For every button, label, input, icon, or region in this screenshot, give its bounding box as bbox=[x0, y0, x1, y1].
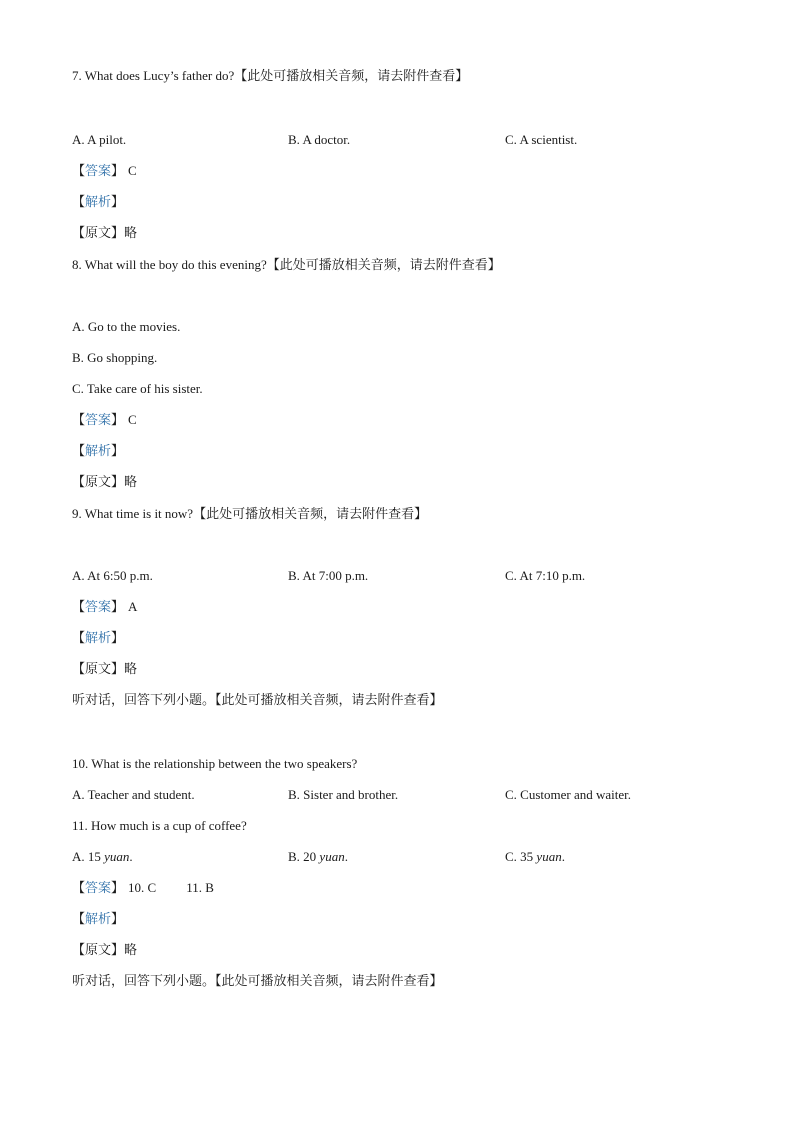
q8-question-text: 8. What will the boy do this evening? bbox=[72, 257, 267, 272]
analysis-tag: 【解析】 bbox=[72, 444, 125, 459]
q11-answer-value: 11. B bbox=[186, 880, 214, 895]
q8-option-b: B. Go shopping. bbox=[72, 350, 158, 365]
original-tag: 【原文】 bbox=[72, 226, 125, 241]
q8-question bbox=[72, 257, 501, 274]
group-10-11-original-value: 略 bbox=[124, 943, 138, 958]
q7-audio-note[interactable]: 【此处可播放相关音频，请去附件查看】 bbox=[234, 69, 469, 84]
q11-options bbox=[72, 849, 732, 865]
q7-original-value: 略 bbox=[124, 226, 138, 241]
q8-audio-note[interactable]: 【此处可播放相关音频，请去附件查看】 bbox=[266, 258, 501, 273]
q7-option-b: B. A doctor. bbox=[288, 132, 351, 147]
q9-option-b: B. At 7:00 p.m. bbox=[288, 568, 369, 583]
answer-tag: 【答案】 bbox=[72, 600, 125, 615]
q11-option-b: B. 20 yuan. bbox=[288, 849, 348, 864]
q9-question-text: 9. What time is it now? bbox=[72, 506, 194, 521]
q11-option-c: C. 35 yuan. bbox=[505, 849, 565, 864]
q7-original bbox=[72, 225, 137, 242]
q8-option-c: C. Take care of his sister. bbox=[72, 381, 203, 396]
q7-answer bbox=[72, 163, 137, 180]
q9-option-a: A. At 6:50 p.m. bbox=[72, 568, 153, 583]
q8-answer bbox=[72, 412, 137, 429]
q9-original bbox=[72, 661, 137, 678]
group-10-11-original bbox=[72, 942, 137, 959]
q7-question bbox=[72, 68, 468, 85]
q10-option-c: C. Customer and waiter. bbox=[505, 787, 632, 802]
q8-answer-value: C bbox=[128, 412, 137, 427]
q7-question-text: 7. What does Lucy’s father do? bbox=[72, 68, 235, 83]
q8-original bbox=[72, 474, 137, 491]
q11-option-a: A. 15 yuan. bbox=[72, 849, 133, 864]
group-10-11-answer bbox=[72, 880, 214, 897]
original-tag: 【原文】 bbox=[72, 943, 125, 958]
q7-options bbox=[72, 132, 732, 148]
q9-question bbox=[72, 506, 427, 523]
q8-original-value: 略 bbox=[124, 475, 138, 490]
q9-original-value: 略 bbox=[124, 662, 138, 677]
q9-option-c: C. At 7:10 p.m. bbox=[505, 568, 586, 583]
q11-question: 11. How much is a cup of coffee? bbox=[72, 818, 247, 833]
q9-answer-value: A bbox=[128, 599, 138, 614]
q9-answer bbox=[72, 599, 137, 616]
q10-option-b: B. Sister and brother. bbox=[288, 787, 399, 802]
q8-analysis bbox=[72, 443, 124, 460]
original-tag: 【原文】 bbox=[72, 662, 125, 677]
group-10-11-instruction[interactable]: 听对话，回答下列小题。【此处可播放相关音频，请去附件查看】 bbox=[72, 693, 443, 708]
q10-answer-value: 10. C bbox=[128, 880, 157, 895]
analysis-tag: 【解析】 bbox=[72, 912, 125, 927]
next-group-instruction[interactable]: 听对话，回答下列小题。【此处可播放相关音频，请去附件查看】 bbox=[72, 974, 443, 989]
q10-options bbox=[72, 787, 732, 803]
q7-option-c: C. A scientist. bbox=[505, 132, 578, 147]
q10-question: 10. What is the relationship between the two speakers? bbox=[72, 756, 358, 771]
q9-audio-note[interactable]: 【此处可播放相关音频，请去附件查看】 bbox=[193, 507, 428, 522]
answer-tag: 【答案】 bbox=[72, 164, 125, 179]
q10-option-a: A. Teacher and student. bbox=[72, 787, 195, 802]
q7-analysis bbox=[72, 194, 124, 211]
analysis-tag: 【解析】 bbox=[72, 631, 125, 646]
q7-answer-value: C bbox=[128, 163, 137, 178]
answer-tag: 【答案】 bbox=[72, 413, 125, 428]
q9-analysis bbox=[72, 630, 124, 647]
group-10-11-analysis bbox=[72, 911, 124, 928]
q8-option-a: A. Go to the movies. bbox=[72, 319, 181, 334]
original-tag: 【原文】 bbox=[72, 475, 125, 490]
answer-tag: 【答案】 bbox=[72, 881, 125, 896]
q9-options bbox=[72, 568, 732, 584]
q7-option-a: A. A pilot. bbox=[72, 132, 127, 147]
analysis-tag: 【解析】 bbox=[72, 195, 125, 210]
